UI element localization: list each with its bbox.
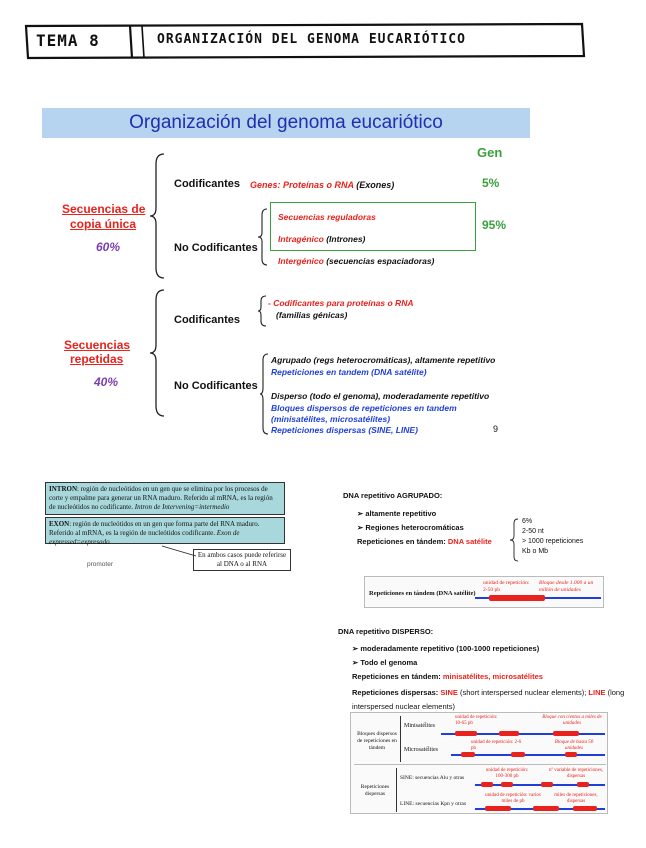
disperso-title: DNA repetitivo DISPERSO: [338, 627, 434, 636]
disperso-b3: Repeticiones en tándem: [352, 672, 441, 681]
fig-group2-label: Repeticiones dispersas [360, 784, 390, 797]
mini-seg-2 [499, 731, 519, 736]
agrupado-b3-line [357, 537, 492, 546]
dispersas-text: Repeticiones dispersas (SINE, LINE) [271, 425, 418, 435]
familias-genicas: (familias génicas) [276, 310, 348, 320]
fig-group1-label: Bloques dispersos de repeticiones en tándem [357, 731, 397, 751]
side-3: > 1000 repeticiones [522, 538, 584, 545]
fig-micro-unit: unidad de repetición: 2-6 pb [471, 740, 522, 751]
exones-text: (Exones) [356, 180, 395, 190]
disperso-b3-red: minisatélites, microsatélites [442, 672, 543, 681]
repeated-label-2: repetidas [70, 352, 124, 366]
disperso-b4-mid: (short interspersed nuclear elements); [460, 688, 587, 697]
exon-term: EXON [49, 520, 70, 528]
line-seg-2 [533, 806, 559, 811]
sine-seg-1 [481, 782, 493, 787]
fig-sine-block: nº variable de repeticiones, dispersas [548, 768, 604, 779]
fig-micro-block: Bloque de hasta 50 unidades [554, 740, 594, 751]
note-box: En ambos casos puede referirse al DNA o al RNA [193, 549, 291, 571]
fig-sine: SINE: secuencias Alu y otras [400, 775, 465, 781]
agrupado-text: Agrupado (regs heterocromáticas), altamente repetitivo [271, 355, 496, 365]
agrupado-fig-unit: unidad de repetición: 2-50 pb [483, 580, 530, 593]
fig-divider-1 [400, 716, 401, 762]
fig-mini-unit: unidad de repetición: 10-65 pb [455, 715, 498, 726]
repeated-percent: 40% [94, 375, 119, 389]
fig-mini: Minisatélites [404, 723, 435, 729]
repeated-label-1: Secuencias [64, 338, 131, 352]
intron-term: INTRON [49, 485, 78, 493]
unique-percent: 60% [96, 240, 121, 254]
disperso-figure [350, 712, 608, 814]
fig-line-block: miles de repeticiones, dispersas [554, 793, 598, 804]
gen-percent: 5% [482, 176, 500, 190]
micro-seg-2 [511, 752, 525, 757]
promoter-label: promoter [87, 561, 114, 568]
repeated-codificantes: Codificantes [174, 314, 241, 326]
mini-seg-3 [553, 731, 579, 736]
sine-seg-3 [541, 782, 553, 787]
side-1: 6% [522, 518, 533, 525]
intrones: (Intrones) [326, 234, 366, 244]
cod-proteinas: - Codificantes para proteínas o RNA [268, 298, 414, 308]
intron-italic: Intron de Intervening=intermedio [134, 503, 230, 511]
disperso-sine: SINE [440, 688, 458, 697]
micro-seg-1 [461, 752, 475, 757]
fig-micro: Microsatélites [404, 747, 438, 753]
fig-separator [354, 764, 606, 765]
intron-text: : región de nucleótidos en un gen que se elimina por los procesos de corte y empalme para generar un RNA maduro. Referido al mRNA, es la región de nucleótidos no codificante. [49, 485, 273, 511]
agrupado-b3: Repeticiones en tándem: [357, 537, 446, 546]
brace-no-cod-repeated [258, 352, 270, 436]
espaciadoras: (secuencias espaciadoras) [326, 256, 435, 266]
intragenico: Intragénico [278, 234, 324, 244]
brace-agrupado [508, 517, 520, 563]
brace-cod-repeated [256, 294, 268, 328]
brace-unique [148, 152, 168, 280]
unique-codificantes: Codificantes [174, 178, 241, 190]
page-number: 9 [493, 424, 499, 434]
handwritten-title-right: ORGANIZACIÓN DEL GENOMA EUCARIÓTICO [157, 32, 466, 47]
sat-block [489, 595, 545, 601]
intragenico-line [278, 234, 365, 244]
fig-line-unit: unidad de repetición: varios miles de pb [485, 793, 541, 804]
bloques-text-2: (minisatélites, microsatélites) [271, 414, 391, 424]
disperso-b3-line [352, 672, 543, 681]
disperso-line: LINE [588, 688, 606, 697]
fig-line-label: LINE: secuencias Kpn y otras [400, 801, 466, 807]
side-2: 2-50 nt [522, 528, 544, 535]
gen-header: Gen [477, 145, 503, 160]
bloques-text-1: Bloques dispersos de repeticiones en tandem [271, 403, 457, 413]
box-percent: 95% [482, 218, 507, 232]
disperso-b4: Repeticiones dispersas: [352, 688, 439, 697]
disperso-b4-line [352, 686, 642, 714]
exon-text: : región de nucleótidos en un gen que forma parte del RNA maduro. Referido al mRNA, es la región de nucleótidos codificante. [49, 520, 260, 537]
disperso-b4-end: (long interspersed nuclear elements) [352, 688, 625, 711]
agrupado-fig-label: Repeticiones en tándem (DNA satélite) [369, 590, 476, 597]
agrupado-fig-block: Bloque desde 1.000 a un millón de unidades [539, 580, 594, 593]
brace-no-cod-unique [256, 207, 270, 267]
agrupado-b1: ➢ altamente repetitivo [357, 509, 436, 518]
intergenico-line [278, 256, 434, 266]
genes-text: Genes: Proteínas o RNA [250, 180, 354, 190]
agrupado-title: DNA repetitivo AGRUPADO: [343, 491, 443, 500]
handwritten-title-left: TEMA 8 [36, 31, 100, 50]
sine-seg-4 [577, 782, 589, 787]
exon-box [45, 517, 285, 544]
unique-label-1: Secuencias de [62, 202, 146, 216]
brace-repeated [148, 288, 168, 418]
agrupado-b3-red: DNA satélite [447, 537, 492, 546]
fig-divider-2 [396, 768, 397, 812]
agrupado-b2: ➢ Regiones heterocromáticas [357, 523, 464, 532]
agrupado-side [522, 517, 583, 557]
micro-seg-3 [565, 752, 577, 757]
mini-seg-1 [455, 731, 477, 736]
fig-sine-unit: unidad de repetición: 100-300 pb [485, 768, 529, 779]
unique-label-2: copia única [70, 217, 137, 231]
intron-box [45, 482, 285, 515]
disperso-b1: ➢ moderadamente repetitivo (100-1000 repeticiones) [352, 644, 539, 653]
reguladoras: Secuencias reguladoras [278, 212, 376, 222]
line-seg-3 [573, 806, 597, 811]
repeated-no-codificantes: No Codificantes [174, 380, 258, 392]
sine-seg-2 [501, 782, 513, 787]
unique-genes-line [250, 180, 394, 190]
line-seg-1 [485, 806, 511, 811]
disperso-b2: ➢ Todo el genoma [352, 658, 417, 667]
exon-italic: Exon de expressed=expresado [49, 529, 240, 546]
agrupado-figure [364, 576, 604, 608]
fig-mini-block: Bloque con cientos a miles de unidades [542, 715, 602, 726]
disperso-text: Disperso (todo el genoma), moderadamente repetitivo [271, 391, 490, 401]
handwritten-title-bar [22, 18, 590, 62]
tandem-text: Repeticiones en tandem (DNA satélite) [271, 367, 427, 377]
intergenico: Intergénico [278, 256, 324, 266]
side-4: Kb o Mb [522, 548, 549, 555]
unique-no-codificantes: No Codificantes [174, 242, 258, 254]
slide-title: Organización del genoma eucariótico [129, 112, 443, 133]
